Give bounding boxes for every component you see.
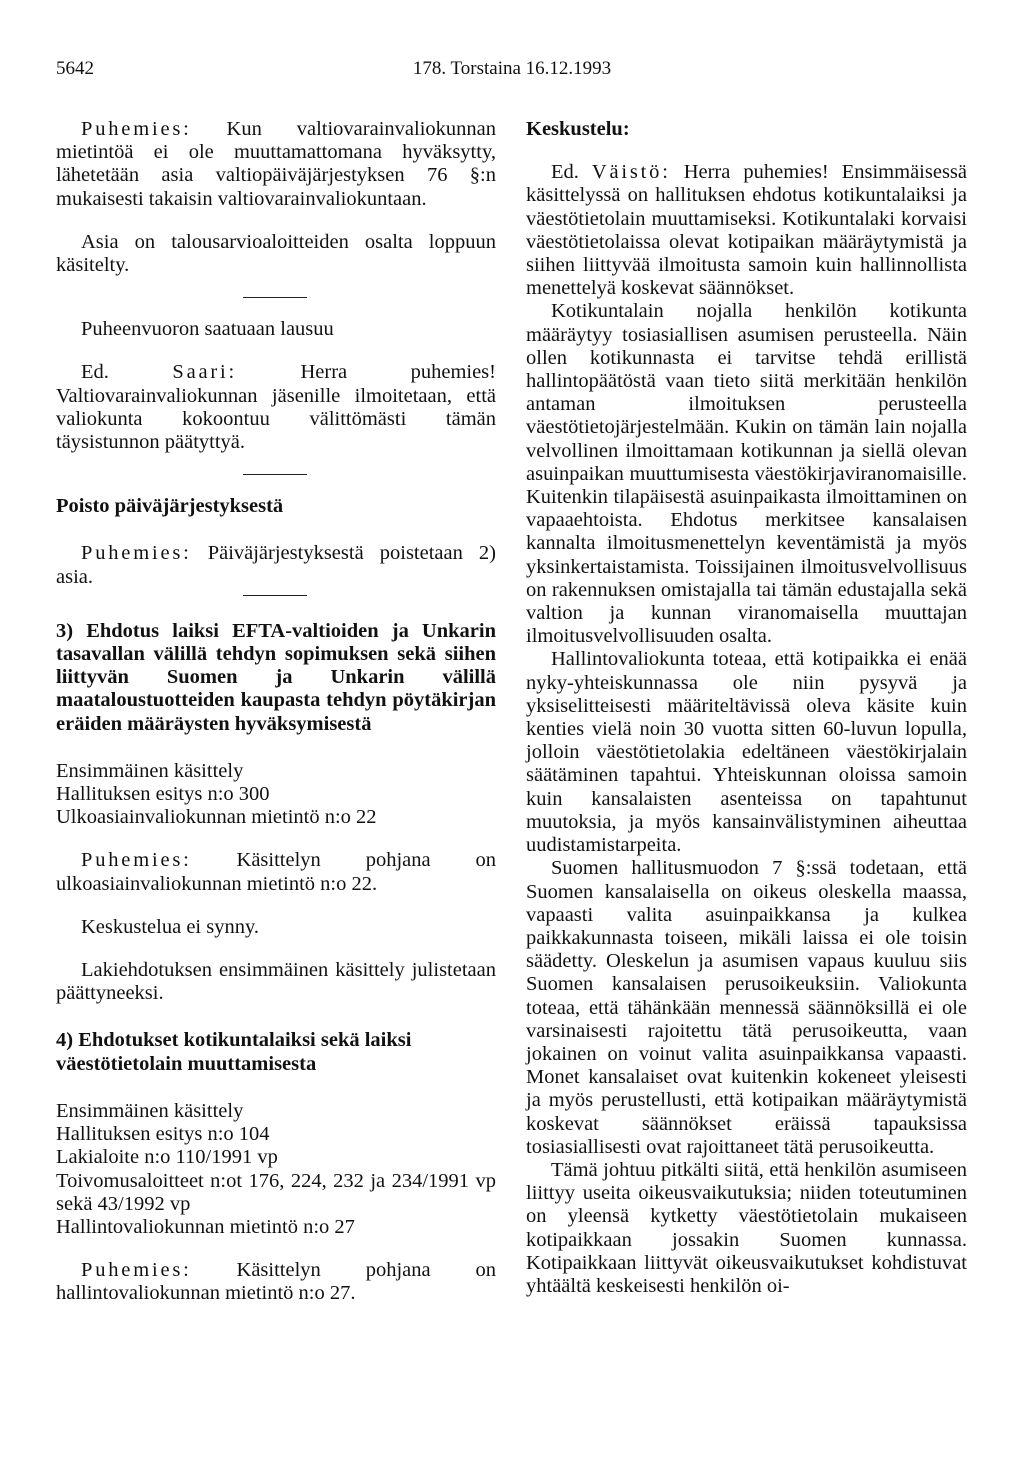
page-number: 5642: [56, 58, 94, 79]
paragraph-text: Kun valtiovarainvaliokunnan mietintöä ei ole muuttamattomana hyväksytty, lähetetään asia valtiopäiväjärjestyksen 76 §:n mukaisesti takaisin valtiovarainvaliokuntaan.: [56, 118, 496, 210]
paragraph-text: Päiväjärjestyksestä poistetaan 2) asia.: [56, 542, 496, 588]
prefix: Ed.: [81, 361, 173, 384]
left-column: [56, 118, 496, 1306]
doc-line: Ensimmäinen käsittely: [56, 759, 244, 782]
paragraph: Lakiehdotuksen ensimmäinen käsittely julistetaan päättyneeksi.: [56, 959, 496, 1005]
speaker-name: Saari:: [172, 361, 237, 384]
speaker-paragraph: [56, 1259, 496, 1305]
paragraph: Keskustelua ei synny.: [81, 915, 260, 938]
paragraph-text: Herra puhemies! Ensimmäisessä käsittelyssä on hallituksen ehdotus kotikuntalaiksi ja väestötietolain muuttamiseksi. Kotikuntalaki korvaisi väestötietolaissa olevat kotipaikan määräytymistä ja siihen liittyvää ilmoitusta samoin kuin hallinnollista menettelyä koskevat säännökset.: [526, 161, 967, 300]
doc-line: Hallituksen esitys n:o 300: [56, 783, 270, 806]
section-heading: 3) Ehdotus laiksi EFTA-valtioiden ja Unkarin tasavallan välillä tehdyn sopimuksen sekä siihen liittyvän Suomen ja Unkarin välillä maataloustuotteiden kaupasta tehdyn pöytäkirjan eräiden määräysten hyväksymisestä: [56, 619, 496, 735]
section-heading: Poisto päiväjärjestyksestä: [56, 495, 284, 518]
speaker-name: Puhemies:: [81, 849, 192, 872]
speaker-paragraph: [56, 849, 496, 895]
paragraph-text: Käsittelyn pohjana on ulkoasiainvaliokunnan mietintö n:o 22.: [56, 849, 496, 895]
speaker-name: Puhemies:: [81, 542, 192, 565]
speaker-paragraph: [56, 118, 496, 211]
doc-line: Hallintovaliokunnan mietintö n:o 27: [56, 1215, 355, 1238]
section-heading: 4) Ehdotukset kotikuntalaiksi sekä laiksi väestötietolain muuttamisesta: [56, 1029, 412, 1075]
doc-line: Ulkoasiainvaliokunnan mietintö n:o 22: [56, 806, 377, 829]
paragraph-text: Herra puhemies! Valtiovarainvaliokunnan jäsenille ilmoitetaan, että valiokunta kokoontuu välittömästi tämän täysistunnon päätyttyä.: [56, 361, 496, 454]
running-title: 178. Torstaina 16.12.1993: [412, 58, 612, 79]
right-column: [526, 118, 967, 1298]
doc-line: Lakialoite n:o 110/1991 vp: [56, 1146, 278, 1169]
doc-line: Toivomusaloitteet n:ot 176, 224, 232 ja 234/1991 vp sekä 43/1992 vp: [56, 1169, 496, 1215]
speaker-paragraph: [56, 542, 496, 588]
paragraph: Asia on talousarvioaloitteiden osalta loppuun käsitelty.: [56, 230, 496, 277]
paragraph: Puheenvuoron saatuaan lausuu: [81, 318, 334, 341]
doc-line: Hallituksen esitys n:o 104: [56, 1123, 270, 1146]
speaker-paragraph: [56, 361, 496, 454]
doc-line: Ensimmäinen käsittely: [56, 1099, 244, 1122]
speaker-paragraph: [526, 161, 967, 300]
paragraph: Hallintovaliokunta toteaa, että kotipaikka ei enää nyky-yhteiskunnassa ole niin pysyvä ja yksiselitteisesti määriteltävissä oleva käsite kuin kenties vielä noin 30 vuotta sitten 60-luvun lopulla, jolloin väestötietolakia edeltäneen väestökirjalain säätäminen tapahtui. Yhteiskunnan oloissa samoin kuin kansalaisten asenteissa on tapahtunut muutoksia, ja myös kansainvälistyminen aiheuttaa uudistamistarpeita.: [526, 648, 967, 857]
paragraph: Kotikuntalain nojalla henkilön kotikunta määräytyy tosiasiallisen asumisen perusteella. Näin ollen kotikunnasta ei tarvitse tehdä erillistä hallintopäätöstä vaan tieto siitä merkitään henkilön antaman ilmoituksen perusteella väestötietojärjestelmään. Kukin on tämän lain nojalla velvollinen ilmoittamaan kotikunnan ja siellä olevan asuinpaikan muuttumisesta väestökirjaviranomaisille. Kuitenkin tilapäisestä asuinpaikasta ilmoittaminen on vapaaehtoista. Ehdotus merkitsee kansalaisen kannalta ilmoitusmenettelyn keventämistä ja myös yksinkertaistamista. Toissijainen ilmoitusvelvollisuus on rakennuksen omistajalla tai tämän edustajalla sekä valtion ja kunnan viranomaisella muuttajan ilmoitusvelvollisuuden osalta.: [526, 300, 967, 648]
section-heading: Keskustelu:: [526, 118, 630, 140]
prefix: Ed.: [551, 161, 592, 184]
paragraph: Tämä johtuu pitkälti siitä, että henkilön asumiseen liittyy useita oikeusvaikutuksia; niiden toteutuminen on yleensä kytketty väestötietolain mukaiseen kotipaikkaan jossakin Suomen kunnassa. Kotipaikkaan liittyvät oikeusvaikutukset kohdistuvat yhtäältä keskeisesti henkilön oi-: [526, 1158, 967, 1297]
speaker-name: Väistö:: [591, 161, 671, 184]
page-header: [56, 58, 968, 84]
speaker-name: Puhemies:: [81, 1259, 192, 1282]
paragraph: Suomen hallitusmuodon 7 §:ssä todetaan, että Suomen kansalaisella on oikeus oleskella maassa, vapaasti valita asuinpaikkansa ja kulkea paikkakunnasta toiseen, mikäli laissa ei ole toisin säädetty. Oleskelun ja asumisen vapaus kuuluu siis Suomen kansalaisen perusoikeuksiin. Valiokunta toteaa, että tähänkään mennessä säännöksillä ei ole varsinaisesti rajoitettu tätä perusoikeutta, vaan jokainen on voinut valita asuinpaikkansa vapaasti. Monet kansalaiset ovat kuitenkin kokeneet yleisesti ja myös perustellusti, että kotipaikan määräytymistä koskevat säännökset eräissä tapauksissa tosiasiallisesti ovat rajoittaneet tätä perusoikeutta.: [526, 857, 967, 1158]
paragraph-text: Käsittelyn pohjana on hallintovaliokunnan mietintö n:o 27.: [56, 1259, 496, 1305]
speaker-name: Puhemies:: [81, 118, 192, 140]
